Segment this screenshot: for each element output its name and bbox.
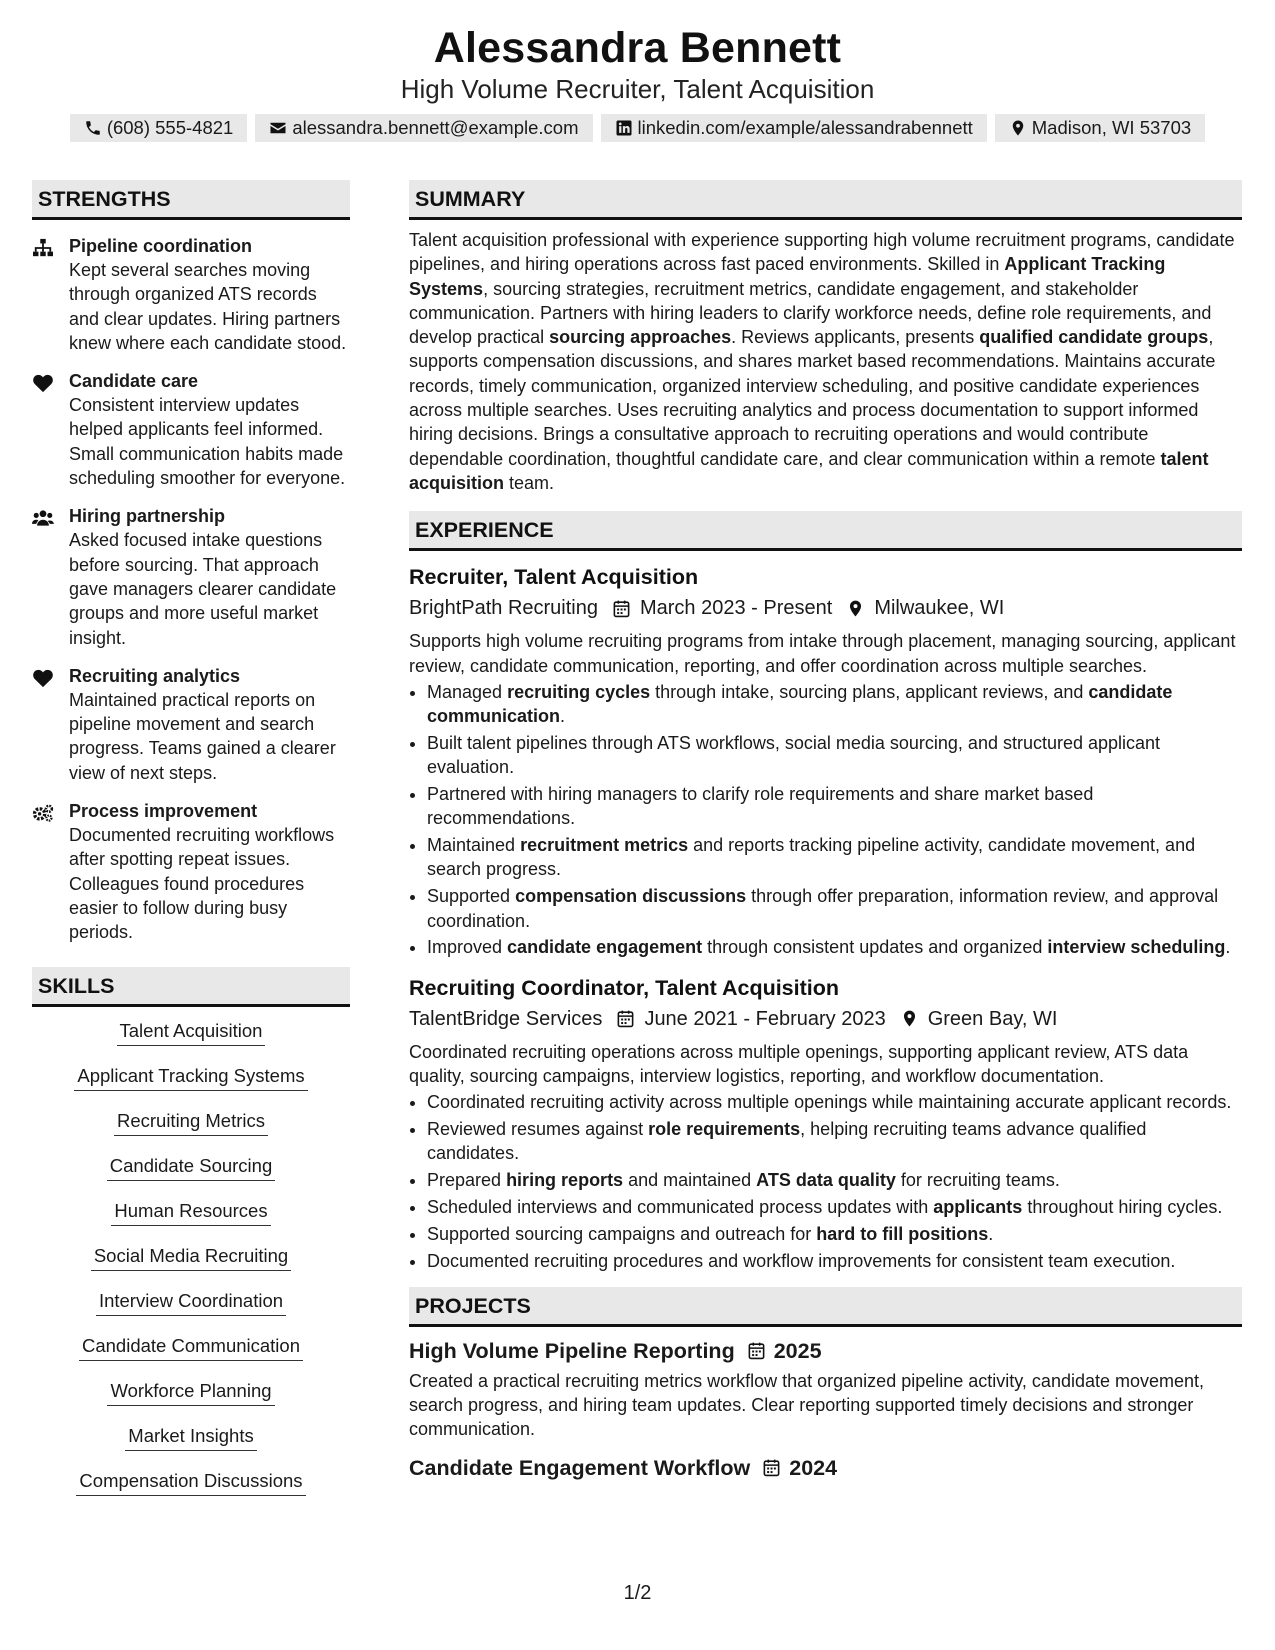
candidate-name: Alessandra Bennett [433,24,842,72]
contact-bar [0,114,1275,142]
project-title-row [409,1454,1242,1482]
heart-icon [32,373,54,393]
job-entry [409,974,1242,1273]
skill-item: Human Resources [32,1197,350,1242]
project-title: Candidate Engagement Workflow [409,1455,751,1480]
skill-item: Workforce Planning [32,1377,350,1422]
left-column [32,180,350,1512]
contact-phone[interactable] [70,114,248,142]
project-year: 2025 [773,1338,822,1363]
users-icon [32,508,54,528]
strengths-heading: STRENGTHS [32,180,350,220]
skills-list [32,1017,350,1512]
strength-item [32,504,350,649]
strength-title: Pipeline coordination [69,236,253,256]
job-dates: March 2023 - Present [639,597,833,620]
job-location: Green Bay, WI [927,1007,1058,1030]
envelope-icon [269,119,287,137]
job-bullets [409,680,1242,960]
heart-icon [32,668,54,688]
job-bullet: • Partnered with hiring managers to clarify role requirements and share market based recommendations. [427,782,1242,831]
job-bullet: • Improved candidate engagement through consistent updates and organized interview scheduling. [427,935,1242,959]
projects-heading: PROJECTS [409,1287,1242,1327]
calendar-icon [762,1458,781,1477]
skill-item: Recruiting Metrics [32,1107,350,1152]
contact-linkedin-text: linkedin.com/example/alessandrabennett [637,117,973,138]
strength-title: Hiring partnership [69,506,226,527]
project-year: 2024 [789,1455,838,1480]
project-description: Created a practical recruiting metrics workflow that organized pipeline activity, candidate movement, search progress, and hiring team updates. Clear reporting supported timely decisions and stronger communication. [409,1370,1205,1440]
job-bullet: • Built talent pipelines through ATS workflows, social media sourcing, and structured applicant evaluation. [427,731,1242,780]
location-pin-icon [900,1009,919,1028]
project-title-row [409,1337,1242,1365]
job-bullet: • Supported sourcing campaigns and outreach for hard to fill positions. [427,1222,1242,1246]
strength-title: Process improvement [69,801,258,822]
location-pin-icon [1009,119,1027,137]
job-company: BrightPath Recruiting [409,597,598,620]
job-entry [409,563,1242,959]
skill-item: Applicant Tracking Systems [32,1062,350,1107]
strength-item [32,799,350,944]
job-bullet: • Scheduled interviews and communicated process updates with applicants throughout hiring cycles. [427,1195,1242,1219]
job-company: TalentBridge Services [409,1007,603,1030]
contact-location-text: Madison, WI 53703 [1031,117,1192,138]
skill-item: Candidate Communication [32,1332,350,1377]
calendar-icon [612,599,631,618]
job-title: Recruiter, Talent Acquisition [409,565,699,590]
skills-heading: SKILLS [32,967,350,1007]
skill-item: Talent Acquisition [32,1017,350,1062]
job-location: Milwaukee, WI [874,597,1005,620]
job-bullet: • Documented recruiting procedures and workflow improvements for consistent team execution. [427,1249,1242,1273]
job-bullet: • Prepared hiring reports and maintained ATS data quality for recruiting teams. [427,1168,1242,1192]
job-meta [409,1004,1242,1034]
job-dates: June 2021 - February 2023 [644,1007,886,1030]
strength-item [32,369,350,490]
skill-item: Market Insights [32,1422,350,1467]
job-description: Supports high volume recruiting programs from intake through placement, managing sourcing, applicant review, candidate communication, reporting, and offer coordination across multiple searches. [409,631,1236,676]
contact-phone-text: (608) 555-4821 [106,117,234,138]
strength-desc: Kept several searches moving through organized ATS records and clear updates. Hiring partners knew where each candidate stood. [69,260,347,353]
job-bullets [409,1090,1242,1273]
linkedin-icon [615,119,633,137]
candidate-role: High Volume Recruiter, Talent Acquisition [400,74,875,104]
job-meta [409,593,1242,623]
phone-icon [84,119,102,137]
summary-text: Talent acquisition professional with experience supporting high volume recruitment programs, candidate pipelines, and hiring operations across fast paced environments. Skilled in Applicant Tracking Systems, sourcing strategies, recruitment metrics, candidate engagement, and stakeholder communication. Partners with hiring leaders to clarify workforce needs, define role requirements, and develop practical sourcing approaches. Reviews applicants, presents qualified candidate groups, supports compensation discussions, and shares market based recommendations. Maintains accurate records, timely communication, organized interview scheduling, and positive candidate experiences across multiple searches. Uses recruiting analytics and process documentation to support informed hiring decisions. Brings a consultative approach to recruiting operations and would contribute dependable coordination, thoughtful candidate care, and clear communication within a remote talent acquisition team. [409,230,1235,493]
location-pin-icon [846,599,865,618]
job-bullet: • Reviewed resumes against role requirements, helping recruiting teams advance qualified candidates. [427,1117,1242,1166]
strength-title: Candidate care [69,371,199,392]
strength-item [32,664,350,785]
resume-header [0,22,1275,142]
job-bullet: • Maintained recruitment metrics and reports tracking pipeline activity, candidate movement, and search progress. [427,833,1242,882]
calendar-icon [616,1009,635,1028]
skill-item: Interview Coordination [32,1287,350,1332]
job-bullet: • Managed recruiting cycles through intake, sourcing plans, applicant reviews, and candidate communication. [427,680,1242,729]
strength-title: Recruiting analytics [69,665,241,686]
sitemap-icon [32,238,54,258]
project-title: High Volume Pipeline Reporting [409,1338,735,1363]
strength-desc: Documented recruiting workflows after spotting repeat issues. Colleagues found procedures easier to follow during busy periods. [69,825,335,943]
job-title: Recruiting Coordinator, Talent Acquisition [409,975,840,1000]
job-bullet: • Coordinated recruiting activity across multiple openings while maintaining accurate applicant records. [427,1090,1242,1114]
skill-item: Candidate Sourcing [32,1152,350,1197]
contact-email[interactable] [255,114,592,142]
skill-item: Social Media Recruiting [32,1242,350,1287]
strength-desc: Maintained practical reports on pipeline movement and search progress. Teams gained a clearer view of next steps. [69,689,336,783]
contact-location [995,114,1205,142]
right-column [409,180,1242,1482]
summary-heading: SUMMARY [409,180,1242,220]
gears-icon [32,803,54,823]
strength-item [32,234,350,355]
job-description: Coordinated recruiting operations across multiple openings, supporting applicant review, ATS data quality, sourcing campaigns, interview logistics, reporting, and workflow documentation. [409,1041,1189,1086]
contact-email-text: alessandra.bennett@example.com [292,117,579,138]
job-bullet: • Supported compensation discussions through offer preparation, information review, and approval coordination. [427,884,1242,933]
skill-item: Compensation Discussions [32,1467,350,1512]
contact-linkedin[interactable] [601,114,987,142]
strength-desc: Asked focused intake questions before sourcing. That approach gave managers clearer candidate groups and more useful market insight. [69,530,337,648]
experience-heading: EXPERIENCE [409,511,1242,551]
page-number: 1/2 [623,1582,652,1604]
calendar-icon [747,1341,766,1360]
strength-desc: Consistent interview updates helped applicants feel informed. Small communication habits made scheduling smoother for everyone. [69,395,346,489]
